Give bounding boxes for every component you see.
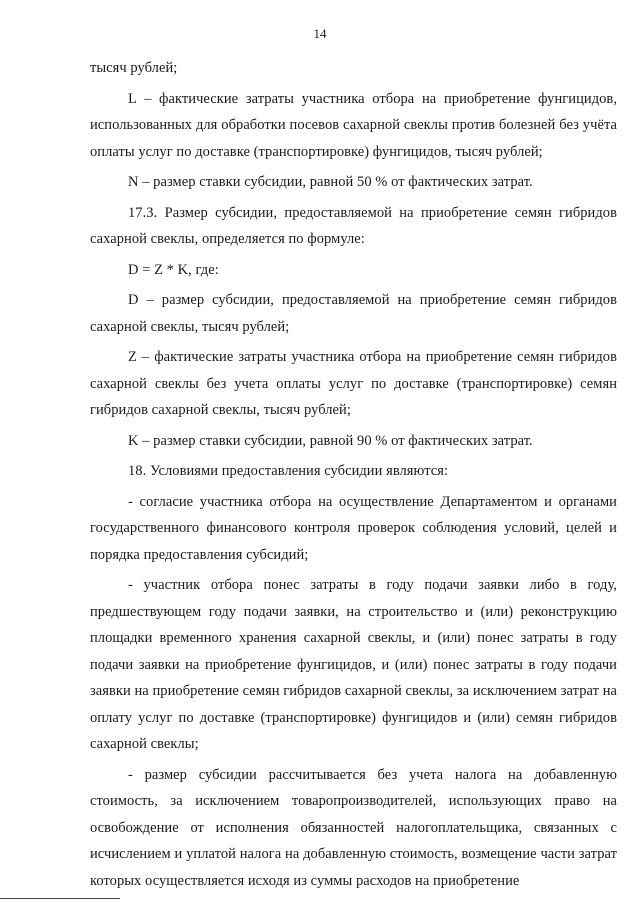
paragraph-definition-z: Z – фактические затраты участника отбора на приобретение семян гибридов сахарной свеклы без учета оплаты услуг по доставке (транспортировке) семян гибридов сахарной свеклы, тысяч рублей;	[90, 349, 617, 418]
paragraph-clause-17-3: 17.3. Размер субсидии, предоставляемой на приобретение семян гибридов сахарной свеклы, определяется по формуле:	[90, 204, 617, 247]
paragraph-clause-18: 18. Условиями предоставления субсидии являются:	[128, 463, 449, 479]
page-number: 14	[313, 26, 327, 41]
paragraph-definition-k: K – размер ставки субсидии, равной 90 % от фактических затрат.	[128, 432, 533, 449]
paragraph-continuation: тысяч рублей;	[90, 60, 178, 76]
paragraph-condition-vat: - размер субсидии рассчитывается без учета налога на добавленную стоимость, за исключением товаропроизводителей, использующих право на освобождение от исполнения обязанностей налогоплательщика, связанных с исчислением и уплатой налога на добавленную стоимость, возмещение части затрат которых осуществляется исходя из суммы расходов на приобретение	[90, 766, 617, 889]
paragraph-definition-d: D – размер субсидии, предоставляемой на приобретение семян гибридов сахарной свеклы, тысяч рублей;	[90, 292, 617, 335]
footnote-divider	[0, 898, 120, 899]
paragraph-definition-n: N – размер ставки субсидии, равной 50 % от фактических затрат.	[128, 174, 533, 190]
paragraph-definition-l: L – фактические затраты участника отбора на приобретение фунгицидов, использованных для обработки посевов сахарной свеклы против болезней без учёта оплаты услуг по доставке (транспортировке) фунгицидов, тысяч рублей;	[90, 90, 617, 160]
paragraph-condition-costs: - участник отбора понес затраты в году подачи заявки либо в году, предшествующем году подачи заявки, на строительство и (или) реконструкцию площадки временного хранения сахарной свеклы, и (или) понес затраты в году подачи заявки на приобретение фунгицидов, и (или) понес затраты в году подачи заявки на приобретение семян гибридов сахарной свеклы, за исключением затрат на оплату услуг по доставке (транспортировке) фунгицидов и (или) семян гибридов сахарной свеклы;	[90, 577, 617, 752]
paragraph-condition-consent: - согласие участника отбора на осуществление Департаментом и органами государственного финансового контроля проверок соблюдения условий, целей и порядка предоставления субсидий;	[90, 493, 617, 563]
paragraph-formula: D = Z * K, где:	[128, 261, 219, 278]
document-body	[90, 55, 617, 898]
